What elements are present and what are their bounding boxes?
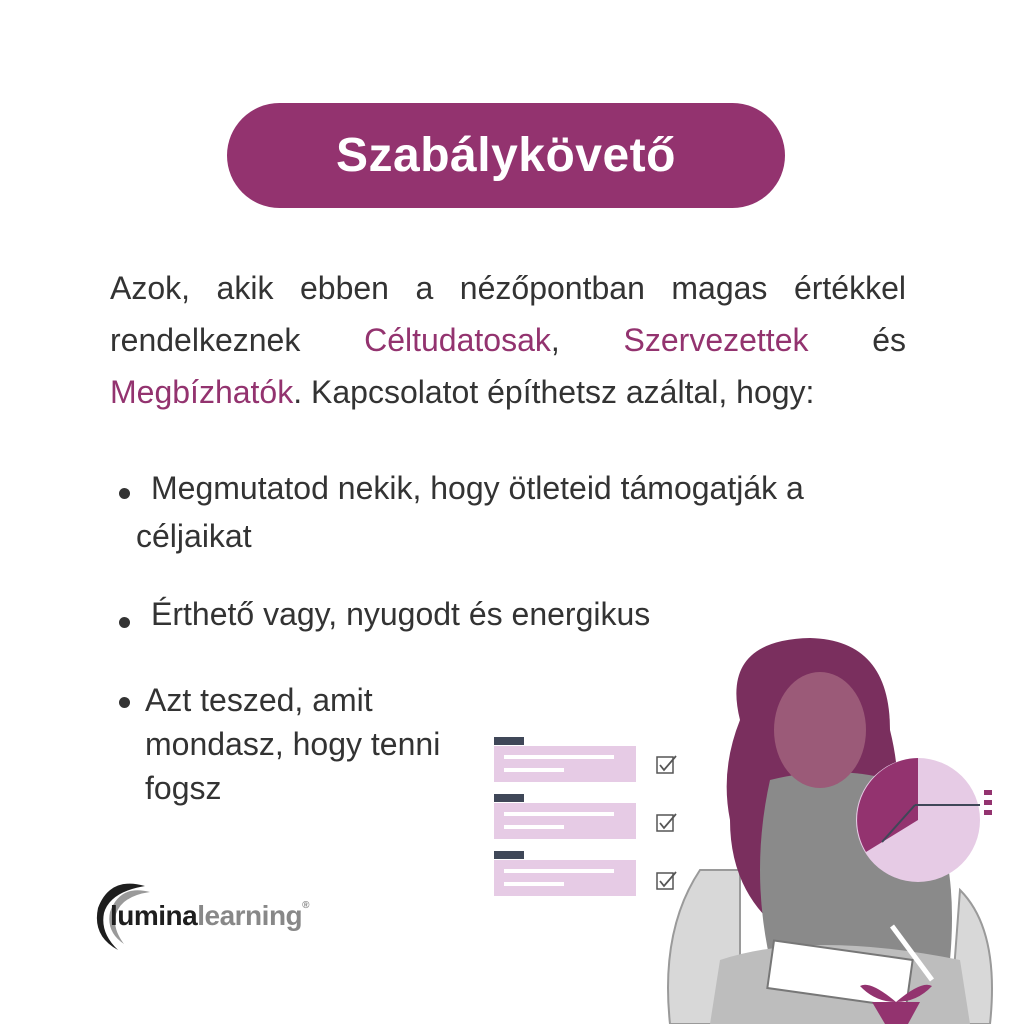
highlight-szervezettek: Szervezettek bbox=[623, 322, 809, 358]
intro-text-2: , bbox=[550, 322, 624, 358]
bullet-3-line-3: fogsz bbox=[145, 770, 222, 806]
bullet-item-1 bbox=[151, 465, 804, 512]
title-banner bbox=[227, 103, 785, 208]
highlight-celtudatosak: Céltudatosak bbox=[364, 322, 551, 358]
bullet-3-line-2: mondasz, hogy tenni bbox=[145, 726, 441, 762]
intro-text-3: és bbox=[808, 322, 907, 358]
card-tab-2 bbox=[494, 794, 524, 802]
intro-text-4: . Kapcsolatot építhetsz azáltal, hogy: bbox=[293, 374, 815, 410]
intro-text-1: Azok, akik ebben a nézőpontban magas értékkel rendelkeznek bbox=[110, 270, 906, 358]
bullet-dot-3 bbox=[119, 697, 130, 708]
bullet-1-line-1: Megmutatod nekik, hogy ötleteid támogatják a bbox=[151, 470, 804, 506]
bullet-2-line-1: Érthető vagy, nyugodt és energikus bbox=[151, 596, 651, 632]
lumina-learning-logo bbox=[90, 878, 320, 958]
bullet-dot-2 bbox=[119, 617, 130, 628]
bullet-3-line-1: Azt teszed, amit bbox=[145, 682, 373, 718]
bullet-dot-1 bbox=[119, 488, 130, 499]
checklist-card-2 bbox=[494, 803, 636, 839]
woman-illustration bbox=[660, 630, 1019, 1024]
intro-paragraph bbox=[110, 262, 906, 418]
page-title: Szabálykövető bbox=[336, 129, 676, 182]
illustration bbox=[480, 630, 1019, 1024]
bullet-item-3 bbox=[145, 678, 440, 810]
logo-text: luminalearning® bbox=[110, 900, 310, 931]
checklist-card-1 bbox=[494, 746, 636, 782]
highlight-megbizhatok: Megbízhatók bbox=[110, 374, 294, 410]
card-tab-3 bbox=[494, 851, 524, 859]
card-tab-1 bbox=[494, 737, 524, 745]
bullet-1-line-2: céljaikat bbox=[136, 518, 252, 554]
checklist-card-3 bbox=[494, 860, 636, 896]
bullet-item-1-cont bbox=[136, 513, 252, 560]
